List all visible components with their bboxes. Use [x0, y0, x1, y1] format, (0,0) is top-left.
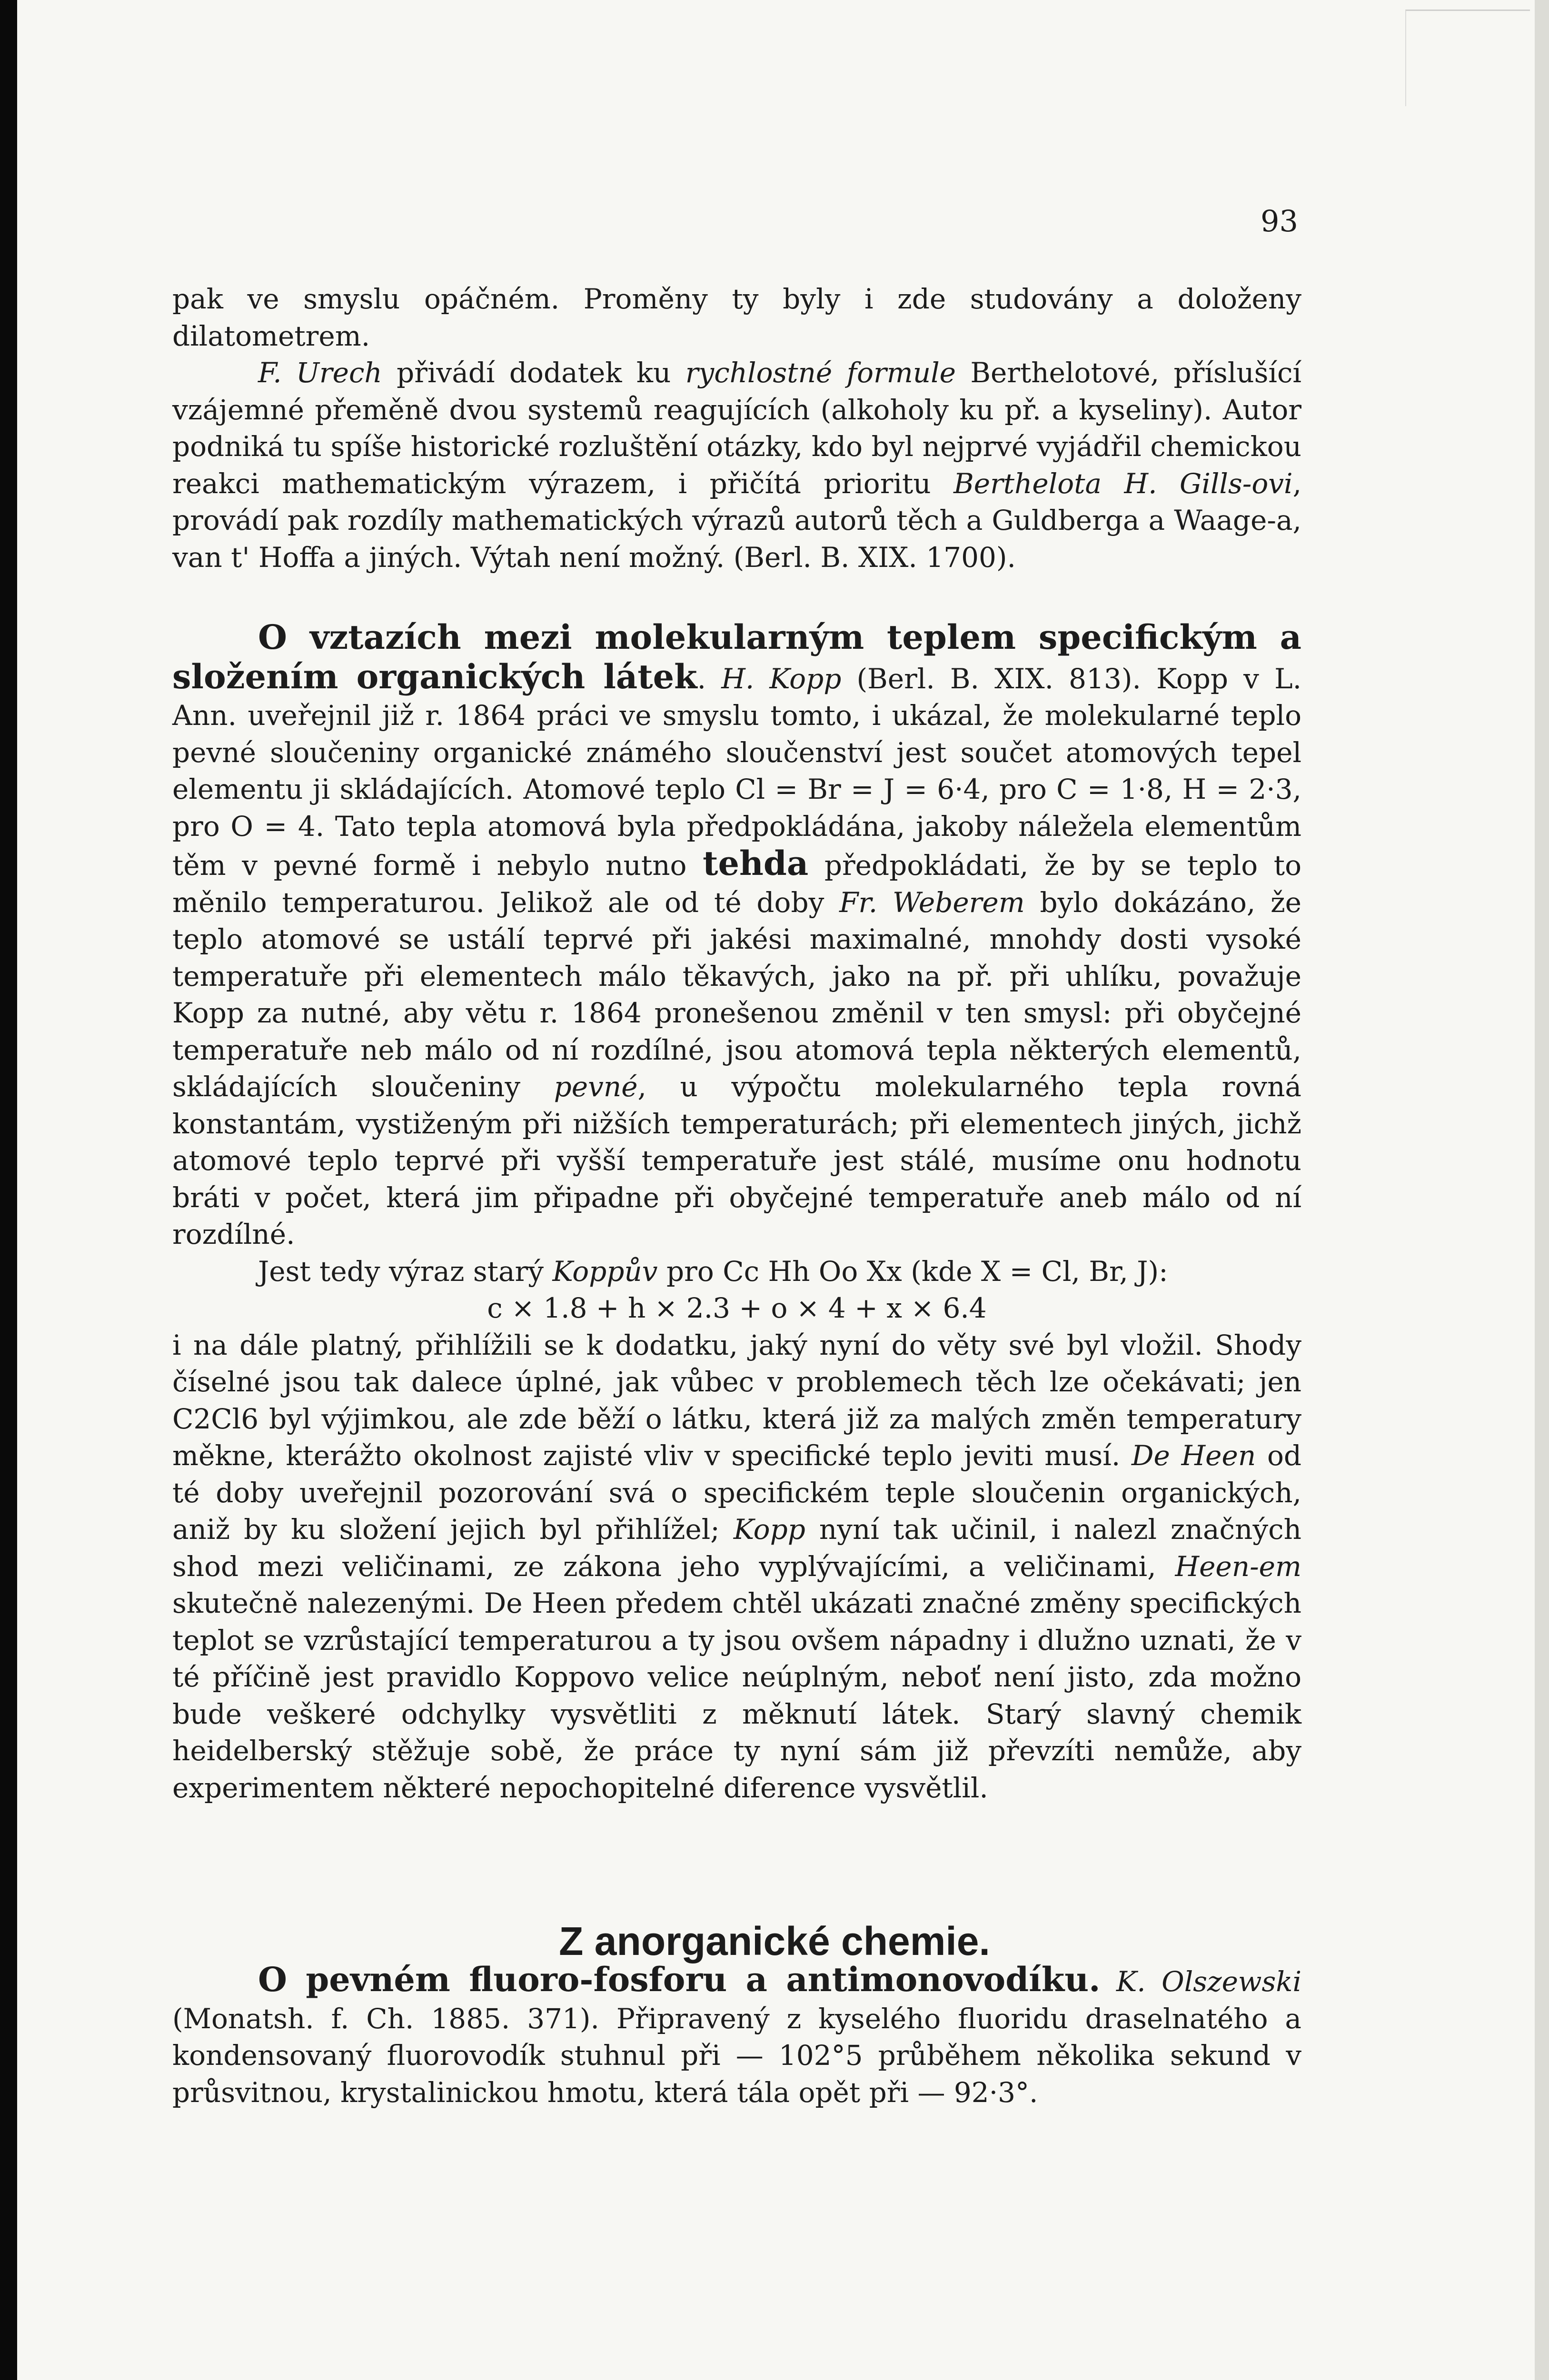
paragraph-kopp — [172, 619, 1301, 1806]
section-heading: Z anorganické chemie. — [559, 1919, 990, 1964]
paragraph-olszewski — [172, 1961, 1301, 2111]
kopp-author: H. Kopp — [721, 662, 842, 695]
page-number: 93 — [1261, 204, 1298, 238]
urech-paragraph: F. Urech přivádí dodatek ku rychlostné formule Berthelotové, příslušící vzájemné přeměně dvou systemů reagujících (alkoholy ku př. a kyseliny). Autor podniká tu spíše historické rozluštění otázky, kdo byl nejprvé vyjádřil chemickou reakci mathematickým výrazem, i přičítá prioritu Berthelota H. Gills-ovi, provádí pak rozdíly mathematických výrazů autorů těch a Guldberga a Waage-a, van t' Hoffa a jiných. Výtah není možný. (Berl. B. XIX. 1700). — [172, 357, 1302, 574]
urech-author: F. Urech — [258, 357, 382, 389]
olszewski-author: K. Olszewski — [1116, 1965, 1302, 1998]
kopp-article-title: O vztazích mezi molekularným teplem specifickým a složením organických látek — [172, 617, 1301, 696]
paragraph-urech — [172, 281, 1301, 576]
page-left-edge — [0, 0, 17, 2380]
olszewski-paragraph: O pevném fluoro-fosforu a antimonovodíku. K. Olszewski (Monatsh. f. Ch. 1885. 371). Připravený z kyselého fluoridu draselnatého a kondensovaný fluorovodík stuhnul při — 102°5 průběhem několika sekund v průsvitnou, krystalinickou hmotu, která tála opět při — 92·3°. — [172, 1960, 1302, 2109]
kopp-formula: c × 1.8 + h × 2.3 + o × 4 + x × 6.4 — [487, 1292, 987, 1324]
olszewski-article-title: O pevném fluoro-fosforu a antimonovodíku. — [258, 1960, 1101, 1999]
kopp-conclusion: i na dále platný, přihlížili se k dodatku, jaký nyní do věty své byl vložil. Shody číselné jsou tak dalece úplné, jak vůbec v problemech těch lze očekávati; jen C2Cl6 byl výjimkou, ale zde běží o látku, která již za malých změn temperatury měkne, kterážto okolnost zajisté vliv v specifické teplo jeviti musí. De Heen od té doby uveřejnil pozorování svá o specifickém teple sloučenin organických, aniž by ku složení jejich byl přihlížel; Kopp nyní tak učinil, i nalezl značných shod mezi veličinami, ze zákona jeho vyplývajícími, a veličinami, Heen-em skutečně nalezenými. De Heen předem chtěl ukázati značné změny specifických teplot se vzrůstající temperaturou a ty jsou ovšem nápadny i dlužno uznati, že v té příčině jest pravidlo Koppovo velice neúplným, neboť není jisto, zda možno bude veškeré odchylky vysvětliti z měknutí látek. Starý slavný chemik heidelberský stěžuje sobě, že práce ty nyní sám již převzíti nemůže, aby experimentem některé nepochopitelné diference vysvětlil. — [172, 1329, 1301, 1804]
corner-marks — [1405, 10, 1530, 106]
kopp-paragraph: O vztazích mezi molekularným teplem specifickým a složením organických látek. H. Kopp (Berl. B. XIX. 813). Kopp v L. Ann. uveřejnil již r. 1864 práci ve smyslu tomto, i ukázal, že molekularné teplo pevné sloučeniny organické známého sloučenství jest součet atomových tepel elementu ji skládajících. Atomové teplo Cl = Br = J = 6·4, pro C = 1·8, H = 2·3, pro O = 4. Tato tepla atomová byla předpokládána, jakoby náležela elementům těm v pevné formě i nebylo nutno tehda předpokládati, že by se teplo to měnilo temperaturou. Jelikož ale od té doby Fr. Weberem bylo dokázáno, že teplo atomové se ustálí teprvé při jakési maximalné, mnohdy dosti vysoké temperatuře při elementech málo těkavých, jako na př. při uhlíku, považuje Kopp za nutné, aby větu r. 1864 pronešenou změnil v ten smysl: při obyčejné temperatuře neb málo od ní rozdílné, jsou atomová tepla některých elementů, skládajících sloučeniny pevné, u výpočtu molekularného tepla rovná konstantám, vystiženým při nižších temperaturách; při elementech jiných, jichž atomové teplo teprvé při vyšší temperatuře jest stálé, musíme onu hodnotu bráti v počet, která jim připadne při obyčejné temperatuře aneb málo od ní rozdílné. — [172, 617, 1302, 1250]
page-right-edge — [1535, 0, 1549, 2380]
intro-text: pak ve smyslu opáčném. Proměny ty byly i zde studovány a doloženy dilatometrem. — [172, 283, 1301, 352]
kopp-formula-intro: Jest tedy výraz starý Koppův pro Cc Hh Oo Xx (kde X = Cl, Br, J): — [258, 1255, 1168, 1288]
